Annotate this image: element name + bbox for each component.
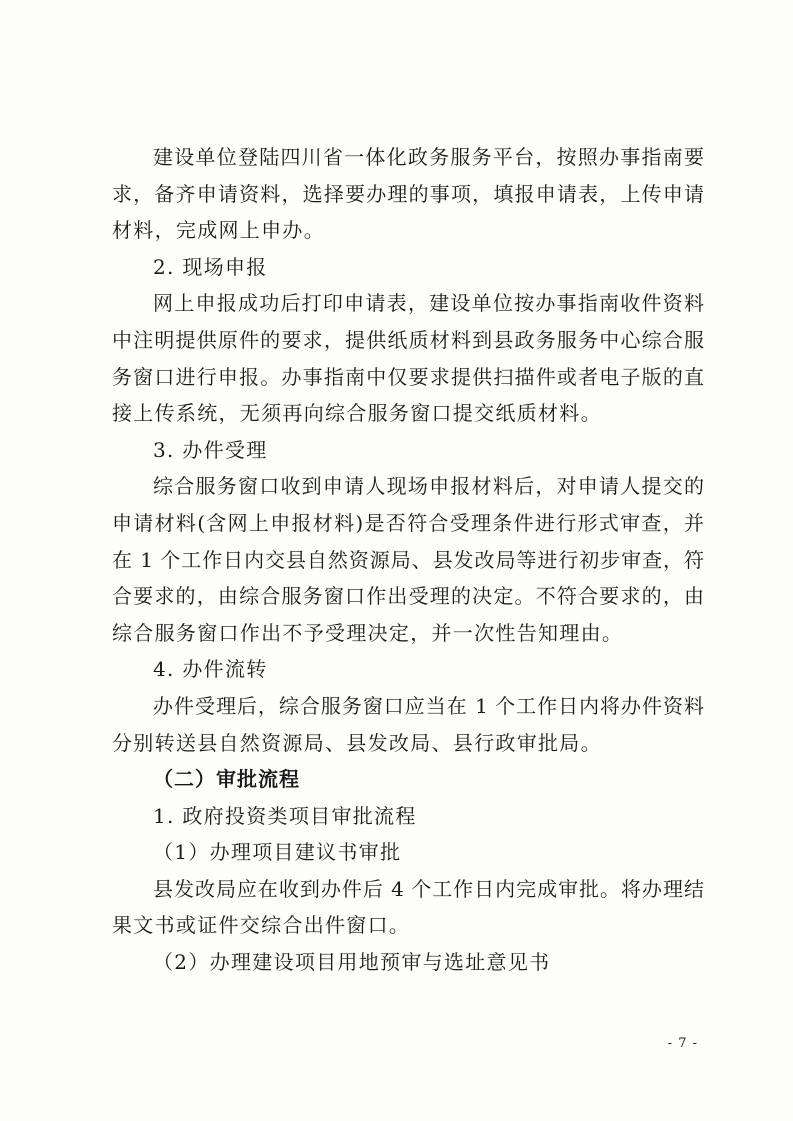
paragraph-line: 务窗口进行申报。办事指南中仅要求提供扫描件或者电子版的直 <box>112 364 704 389</box>
section-heading-approval-process: （二）审批流程 <box>153 767 300 792</box>
paragraph-line: 合要求的，由综合服务窗口作出受理的决定。不符合要求的，由 <box>112 584 704 609</box>
section-heading-2: 2. 现场申报 <box>153 254 268 279</box>
paragraph-line: 网上申报成功后打印申请表，建设单位按办事指南收件资料 <box>153 291 704 316</box>
paragraph-line: 果文书或证件交综合出件窗口。 <box>112 913 411 938</box>
section-heading-3: 3. 办件受理 <box>153 437 268 462</box>
paragraph-line: 分别转送县自然资源局、县发改局、县行政审批局。 <box>112 730 602 755</box>
paragraph-line: 办件受理后，综合服务窗口应当在 1 个工作日内将办件资料 <box>153 693 704 718</box>
paragraph-line: 求，备齐申请资料，选择要办理的事项，填报申请表，上传申请 <box>112 181 704 206</box>
subsection-item-heading: （1）办理项目建议书审批 <box>153 840 402 865</box>
paragraph-line: 材料，完成网上申办。 <box>112 218 325 243</box>
paragraph-line: 县发改局应在收到办件后 4 个工作日内完成审批。将办理结 <box>153 876 704 901</box>
section-heading-4: 4. 办件流转 <box>153 657 268 682</box>
paragraph-line: 接上传系统，无须再向综合服务窗口提交纸质材料。 <box>112 401 602 426</box>
page-number: - 7 - <box>667 1036 698 1051</box>
paragraph-line: 建设单位登陆四川省一体化政务服务平台，按照办事指南要 <box>153 145 704 169</box>
paragraph-line: 申请材料(含网上申报材料)是否符合受理条件进行形式审查，并 <box>112 510 704 535</box>
document-body <box>112 139 704 981</box>
subsection-heading: 1. 政府投资类项目审批流程 <box>153 803 417 828</box>
paragraph-line: 综合服务窗口收到申请人现场申报材料后，对申请人提交的 <box>153 474 704 499</box>
paragraph-line: 中注明提供原件的要求，提供纸质材料到县政务服务中心综合服 <box>112 327 704 352</box>
subsection-item-heading: （2）办理建设项目用地预审与选址意见书 <box>153 950 551 975</box>
paragraph-line: 在 1 个工作日内交县自然资源局、县发改局等进行初步审查，符 <box>112 547 704 572</box>
paragraph-line: 综合服务窗口作出不予受理决定，并一次性告知理由。 <box>112 620 624 645</box>
